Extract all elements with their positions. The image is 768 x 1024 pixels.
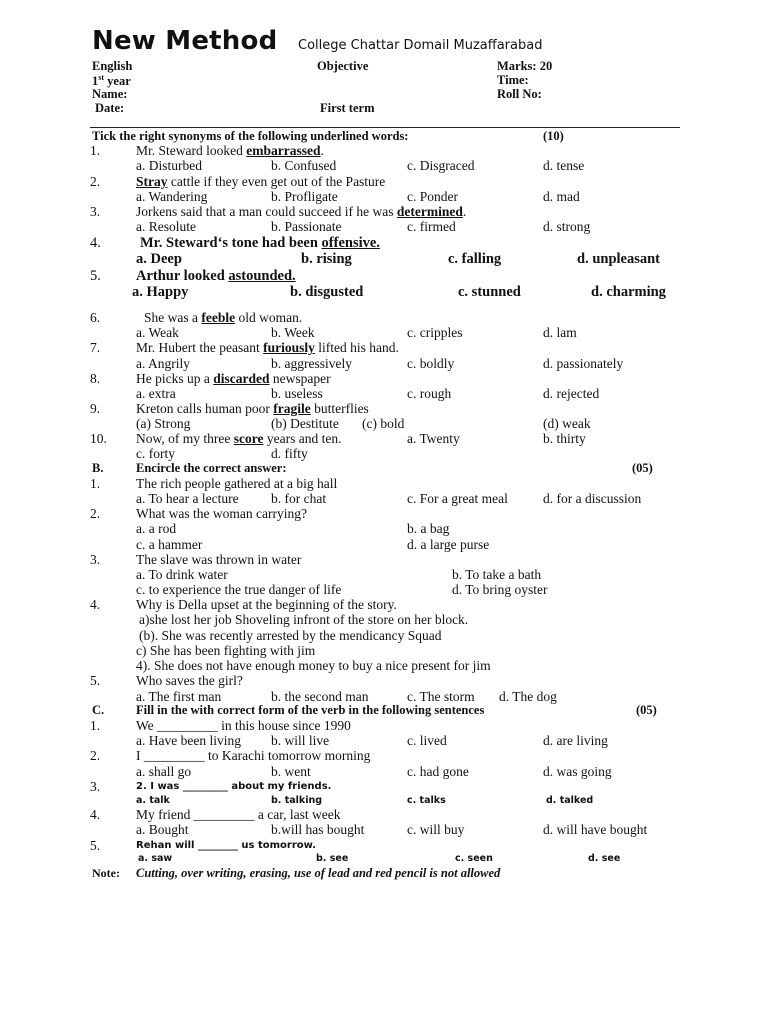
option: (a) Strong [136, 416, 191, 431]
question-text: Now, of my three score years and ten. [136, 431, 342, 446]
option: c. The storm [407, 689, 475, 704]
question-number: 1. [90, 718, 101, 733]
question-text: He picks up a discarded newspaper [136, 371, 331, 386]
question-text: The slave was thrown in water [136, 552, 302, 567]
question-number: 9. [90, 401, 101, 416]
option: 4). She does not have enough money to buy a nice present for jim [136, 658, 491, 673]
question-number: 3. [90, 552, 101, 567]
question-text: The rich people gathered at a big hall [136, 476, 338, 491]
option: a. To hear a lecture [136, 491, 239, 506]
section-c-instruction: Fill in the with correct form of the verb in the following sentences [136, 703, 485, 717]
subject: English [92, 59, 133, 73]
option: d. mad [543, 189, 580, 204]
option: d. charming [591, 284, 666, 300]
option: a. Twenty [407, 431, 460, 446]
question-text: I _________ to Karachi tomorrow morning [136, 748, 371, 763]
option: b. disgusted [290, 284, 364, 300]
paper-type: Objective [317, 59, 369, 73]
underlined-word: embarrassed [246, 143, 321, 158]
option: d. talked [546, 795, 594, 806]
section-b-marks: (05) [632, 461, 653, 475]
section-c-marks: (05) [636, 703, 657, 717]
option: a. a rod [136, 521, 177, 536]
option: d. see [588, 853, 621, 864]
question-number: 1. [90, 143, 101, 158]
option: c. forty [136, 446, 175, 461]
question-text: Mr. Steward‘s tone had been offensive. [140, 235, 380, 251]
section-c-letter: C. [92, 703, 105, 717]
option: a)she lost her job Shoveling infront of the store on her block. [139, 612, 469, 627]
option: a. Disturbed [136, 158, 202, 173]
question-number: 8. [90, 371, 101, 386]
page-title: New Method [92, 26, 278, 56]
option: c) She has been fighting with jim [136, 643, 316, 658]
college-name: College Chattar Domail Muzaffarabad [298, 38, 543, 53]
option: c. boldly [407, 356, 455, 371]
option: a. Angrily [136, 356, 190, 371]
section-b-letter: B. [92, 461, 104, 475]
option: c. falling [448, 251, 502, 267]
question-text: My friend _________ a car, last week [136, 807, 341, 822]
option: d. The dog [499, 689, 557, 704]
option: d. To bring oyster [452, 582, 548, 597]
option: c. rough [407, 386, 452, 401]
option: c. had gone [407, 764, 469, 779]
underlined-word: discarded [213, 371, 270, 386]
section-a-marks: (10) [543, 129, 564, 143]
section-b-instruction: Encircle the correct answer: [136, 461, 287, 475]
option: d. lam [543, 325, 577, 340]
option: d. tense [543, 158, 585, 173]
option: a. Happy [132, 284, 189, 300]
question-text: Arthur looked astounded. [136, 268, 296, 284]
option: d. unpleasant [577, 251, 661, 267]
note-label: Note: [92, 866, 120, 880]
name-label: Name: [92, 87, 128, 101]
question-text: Who saves the girl? [136, 673, 243, 688]
option: b. a bag [407, 521, 450, 536]
term-label: First term [320, 101, 375, 115]
question-text: Stray cattle if they even get out of the Pasture [136, 174, 386, 189]
question-text: 2. I was _________ about my friends. [136, 781, 332, 792]
option: b. went [271, 764, 311, 779]
option: b. Profligate [271, 189, 338, 204]
option: a. Bought [136, 822, 189, 837]
underlined-word: determined [396, 204, 463, 219]
option: d. fifty [271, 446, 308, 461]
question-number: 2. [90, 506, 101, 521]
question-number: 3. [90, 204, 101, 219]
option: b. see [316, 853, 349, 864]
underlined-word: Stray [136, 174, 168, 189]
option: a. Wandering [136, 189, 208, 204]
option: c. Disgraced [407, 158, 475, 173]
option: d. a large purse [407, 537, 490, 552]
question-text: Mr. Steward looked embarrassed. [136, 143, 324, 158]
option: c. a hammer [136, 537, 203, 552]
question-number: 4. [90, 597, 101, 612]
option: c. will buy [407, 822, 465, 837]
underlined-word: astounded. [228, 268, 296, 284]
option: b. will live [271, 733, 330, 748]
option: b. To take a bath [452, 567, 542, 582]
option: d. for a discussion [543, 491, 642, 506]
option: b. Passionate [271, 219, 342, 234]
option: d. was going [543, 764, 612, 779]
option: a. Weak [136, 325, 179, 340]
option: a. Deep [136, 251, 182, 267]
question-number: 3. [90, 779, 101, 794]
underlined-word: offensive. [321, 235, 380, 251]
option: c. stunned [458, 284, 521, 300]
option: b.will has bought [271, 822, 365, 837]
option: c. cripples [407, 325, 463, 340]
option: d. passionately [543, 356, 624, 371]
option: (b) Destitute [271, 416, 339, 431]
option: d. rejected [543, 386, 600, 401]
option: a. shall go [136, 764, 192, 779]
question-text: Mr. Hubert the peasant furiously lifted his hand. [136, 340, 399, 355]
header-divider [90, 127, 680, 128]
option: a. saw [138, 853, 173, 864]
question-number: 2. [90, 748, 101, 763]
date-label: Date: [95, 101, 125, 115]
question-number: 4. [90, 807, 101, 822]
option: b. the second man [271, 689, 369, 704]
underlined-word: score [233, 431, 264, 446]
option: a. The first man [136, 689, 222, 704]
option: c. firmed [407, 219, 456, 234]
time-label: Time: [497, 73, 529, 87]
question-text: Rehan will ________ us tomorrow. [136, 840, 317, 851]
roll-label: Roll No: [497, 87, 542, 101]
year-label: 1st year [92, 73, 131, 89]
option: d. will have bought [543, 822, 648, 837]
underlined-word: furiously [263, 340, 315, 355]
option: b. for chat [271, 491, 327, 506]
option: b. Confused [271, 158, 337, 173]
option: b. talking [271, 795, 323, 806]
question-text: She was a feeble old woman. [144, 310, 303, 325]
question-number: 6. [90, 310, 101, 325]
section-a-instruction: Tick the right synonyms of the following underlined words: [92, 129, 409, 143]
question-number: 1. [90, 476, 101, 491]
option: c. talks [407, 795, 446, 806]
question-number: 5. [90, 268, 101, 284]
option: b. Week [271, 325, 315, 340]
option: d. strong [543, 219, 591, 234]
question-number: 4. [90, 235, 101, 251]
note-text: Cutting, over writing, erasing, use of lead and red pencil is not allowed [136, 866, 501, 880]
option: c. to experience the true danger of life [136, 582, 342, 597]
option: d. are living [543, 733, 608, 748]
question-text: Why is Della upset at the beginning of the story. [136, 597, 397, 612]
option: b. rising [301, 251, 352, 267]
option: b. useless [271, 386, 323, 401]
option: a. To drink water [136, 567, 228, 582]
question-number: 5. [90, 673, 101, 688]
question-text: Jorkens said that a man could succeed if he was determined. [136, 204, 467, 219]
option: c. lived [407, 733, 447, 748]
underlined-word: feeble [201, 310, 236, 325]
question-number: 2. [90, 174, 101, 189]
option: (c) bold [362, 416, 405, 431]
option: c. seen [455, 853, 493, 864]
option: a. Resolute [136, 219, 196, 234]
marks-label: Marks: 20 [497, 59, 553, 73]
question-number: 7. [90, 340, 101, 355]
question-text: Kreton calls human poor fragile butterflies [136, 401, 369, 416]
question-number: 10. [90, 431, 107, 446]
option: a. Have been living [136, 733, 241, 748]
option: (b). She was recently arrested by the mendicancy Squad [139, 628, 442, 643]
option: a. extra [136, 386, 176, 401]
option: a. talk [136, 795, 170, 806]
option: (d) weak [543, 416, 591, 431]
option: b. aggressively [271, 356, 352, 371]
question-text: We _________ in this house since 1990 [136, 718, 351, 733]
question-number: 5. [90, 838, 101, 853]
option: c. For a great meal [407, 491, 508, 506]
question-text: What was the woman carrying? [136, 506, 307, 521]
option: c. Ponder [407, 189, 458, 204]
underlined-word: fragile [273, 401, 311, 416]
option: b. thirty [543, 431, 586, 446]
